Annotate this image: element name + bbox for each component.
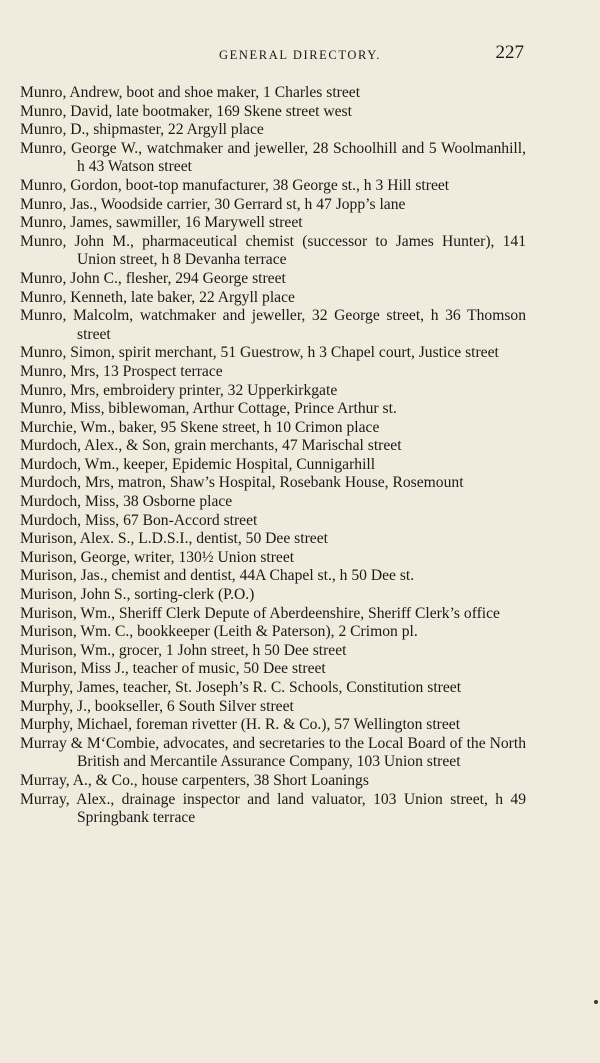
directory-entry: Murison, John S., sorting-clerk (P.O.) [20, 586, 255, 604]
directory-entry: Munro, Gordon, boot-top manufacturer, 38 George st., h 3 Hill street [20, 176, 450, 194]
directory-entry: Murison, Alex. S., L.D.S.I., dentist, 50 Dee street [20, 530, 328, 548]
directory-entry: Murphy, James, teacher, St. Joseph’s R. C. Schools, Constitution street [20, 679, 462, 696]
paper-speck [594, 1000, 598, 1004]
directory-entry: Murdoch, Wm., keeper, Epidemic Hospital, Cunnigarhill [20, 455, 376, 473]
directory-entry: Murdoch, Alex., & Son, grain merchants, 47 Marischal street [20, 437, 402, 455]
directory-entry: Munro, Mrs, embroidery printer, 32 Upperkirkgate [20, 381, 338, 399]
directory-entry: Murdoch, Miss, 67 Bon-Accord street [20, 511, 258, 529]
directory-entry: Munro, George W., watchmaker and jeweller, 28 Schoolhill and 5 Woolmanhill, h 43 Watson street [20, 139, 526, 176]
directory-entry: Munro, Malcolm, watchmaker and jeweller, 32 George street, h 36 Thomson street [20, 307, 526, 343]
directory-entries [20, 84, 526, 828]
directory-entry: Munro, Mrs, 13 Prospect terrace [20, 362, 223, 380]
directory-entry: Murray, Alex., drainage inspector and land valuator, 103 Union street, h 49 Springbank terrace [20, 790, 526, 827]
directory-entry: Murison, Miss J., teacher of music, 50 Dee street [20, 660, 326, 678]
directory-entry: Munro, John M., pharmaceutical chemist (successor to James Hunter), 141 Union street, h 8 Devanha terrace [20, 232, 526, 269]
directory-entry: Murison, Wm., Sheriff Clerk Depute of Aberdeenshire, Sheriff Clerk’s office [20, 604, 500, 622]
directory-entry: Munro, John C., flesher, 294 George street [20, 269, 286, 287]
directory-entry: Munro, Andrew, boot and shoe maker, 1 Charles street [20, 84, 361, 101]
directory-entry: Murdoch, Miss, 38 Osborne place [20, 493, 233, 511]
directory-entry: Murdoch, Mrs, matron, Shaw’s Hospital, Rosebank House, Rosemount [20, 474, 464, 492]
directory-entry: Munro, Miss, biblewoman, Arthur Cottage, Prince Arthur st. [20, 400, 397, 418]
running-head: GENERAL DIRECTORY. [219, 48, 381, 62]
directory-entry: Murison, George, writer, 130½ Union street [20, 548, 295, 566]
directory-entry: Munro, James, sawmiller, 16 Marywell street [20, 214, 303, 232]
directory-entry: Munro, Kenneth, late baker, 22 Argyll place [20, 288, 295, 306]
directory-entry: Murray & M‘Combie, advocates, and secretaries to the Local Board of the North British and Mercantile Assurance Company, 103 Union street [20, 734, 526, 771]
directory-entry: Munro, Simon, spirit merchant, 51 Guestrow, h 3 Chapel court, Justice street [20, 344, 499, 362]
directory-entry: Murphy, Michael, foreman rivetter (H. R. & Co.), 57 Wellington street [20, 716, 461, 734]
directory-entry: Murphy, J., bookseller, 6 South Silver street [20, 697, 294, 715]
directory-entry: Munro, Jas., Woodside carrier, 30 Gerrard st, h 47 Jopp’s lane [20, 195, 406, 213]
directory-entry: Munro, David, late bootmaker, 169 Skene street west [20, 102, 352, 120]
directory-entry: Murison, Jas., chemist and dentist, 44A Chapel st., h 50 Dee st. [20, 567, 415, 585]
page-header [0, 42, 600, 66]
directory-entry: Murison, Wm. C., bookkeeper (Leith & Paterson), 2 Crimon pl. [20, 623, 418, 641]
directory-entry: Murray, A., & Co., house carpenters, 38 Short Loanings [20, 771, 369, 789]
page-number: 227 [495, 42, 524, 63]
directory-entry: Murison, Wm., grocer, 1 John street, h 50 Dee street [20, 641, 347, 659]
directory-entry: Munro, D., shipmaster, 22 Argyll place [20, 121, 264, 139]
directory-entry: Murchie, Wm., baker, 95 Skene street, h 10 Crimon place [20, 418, 380, 436]
